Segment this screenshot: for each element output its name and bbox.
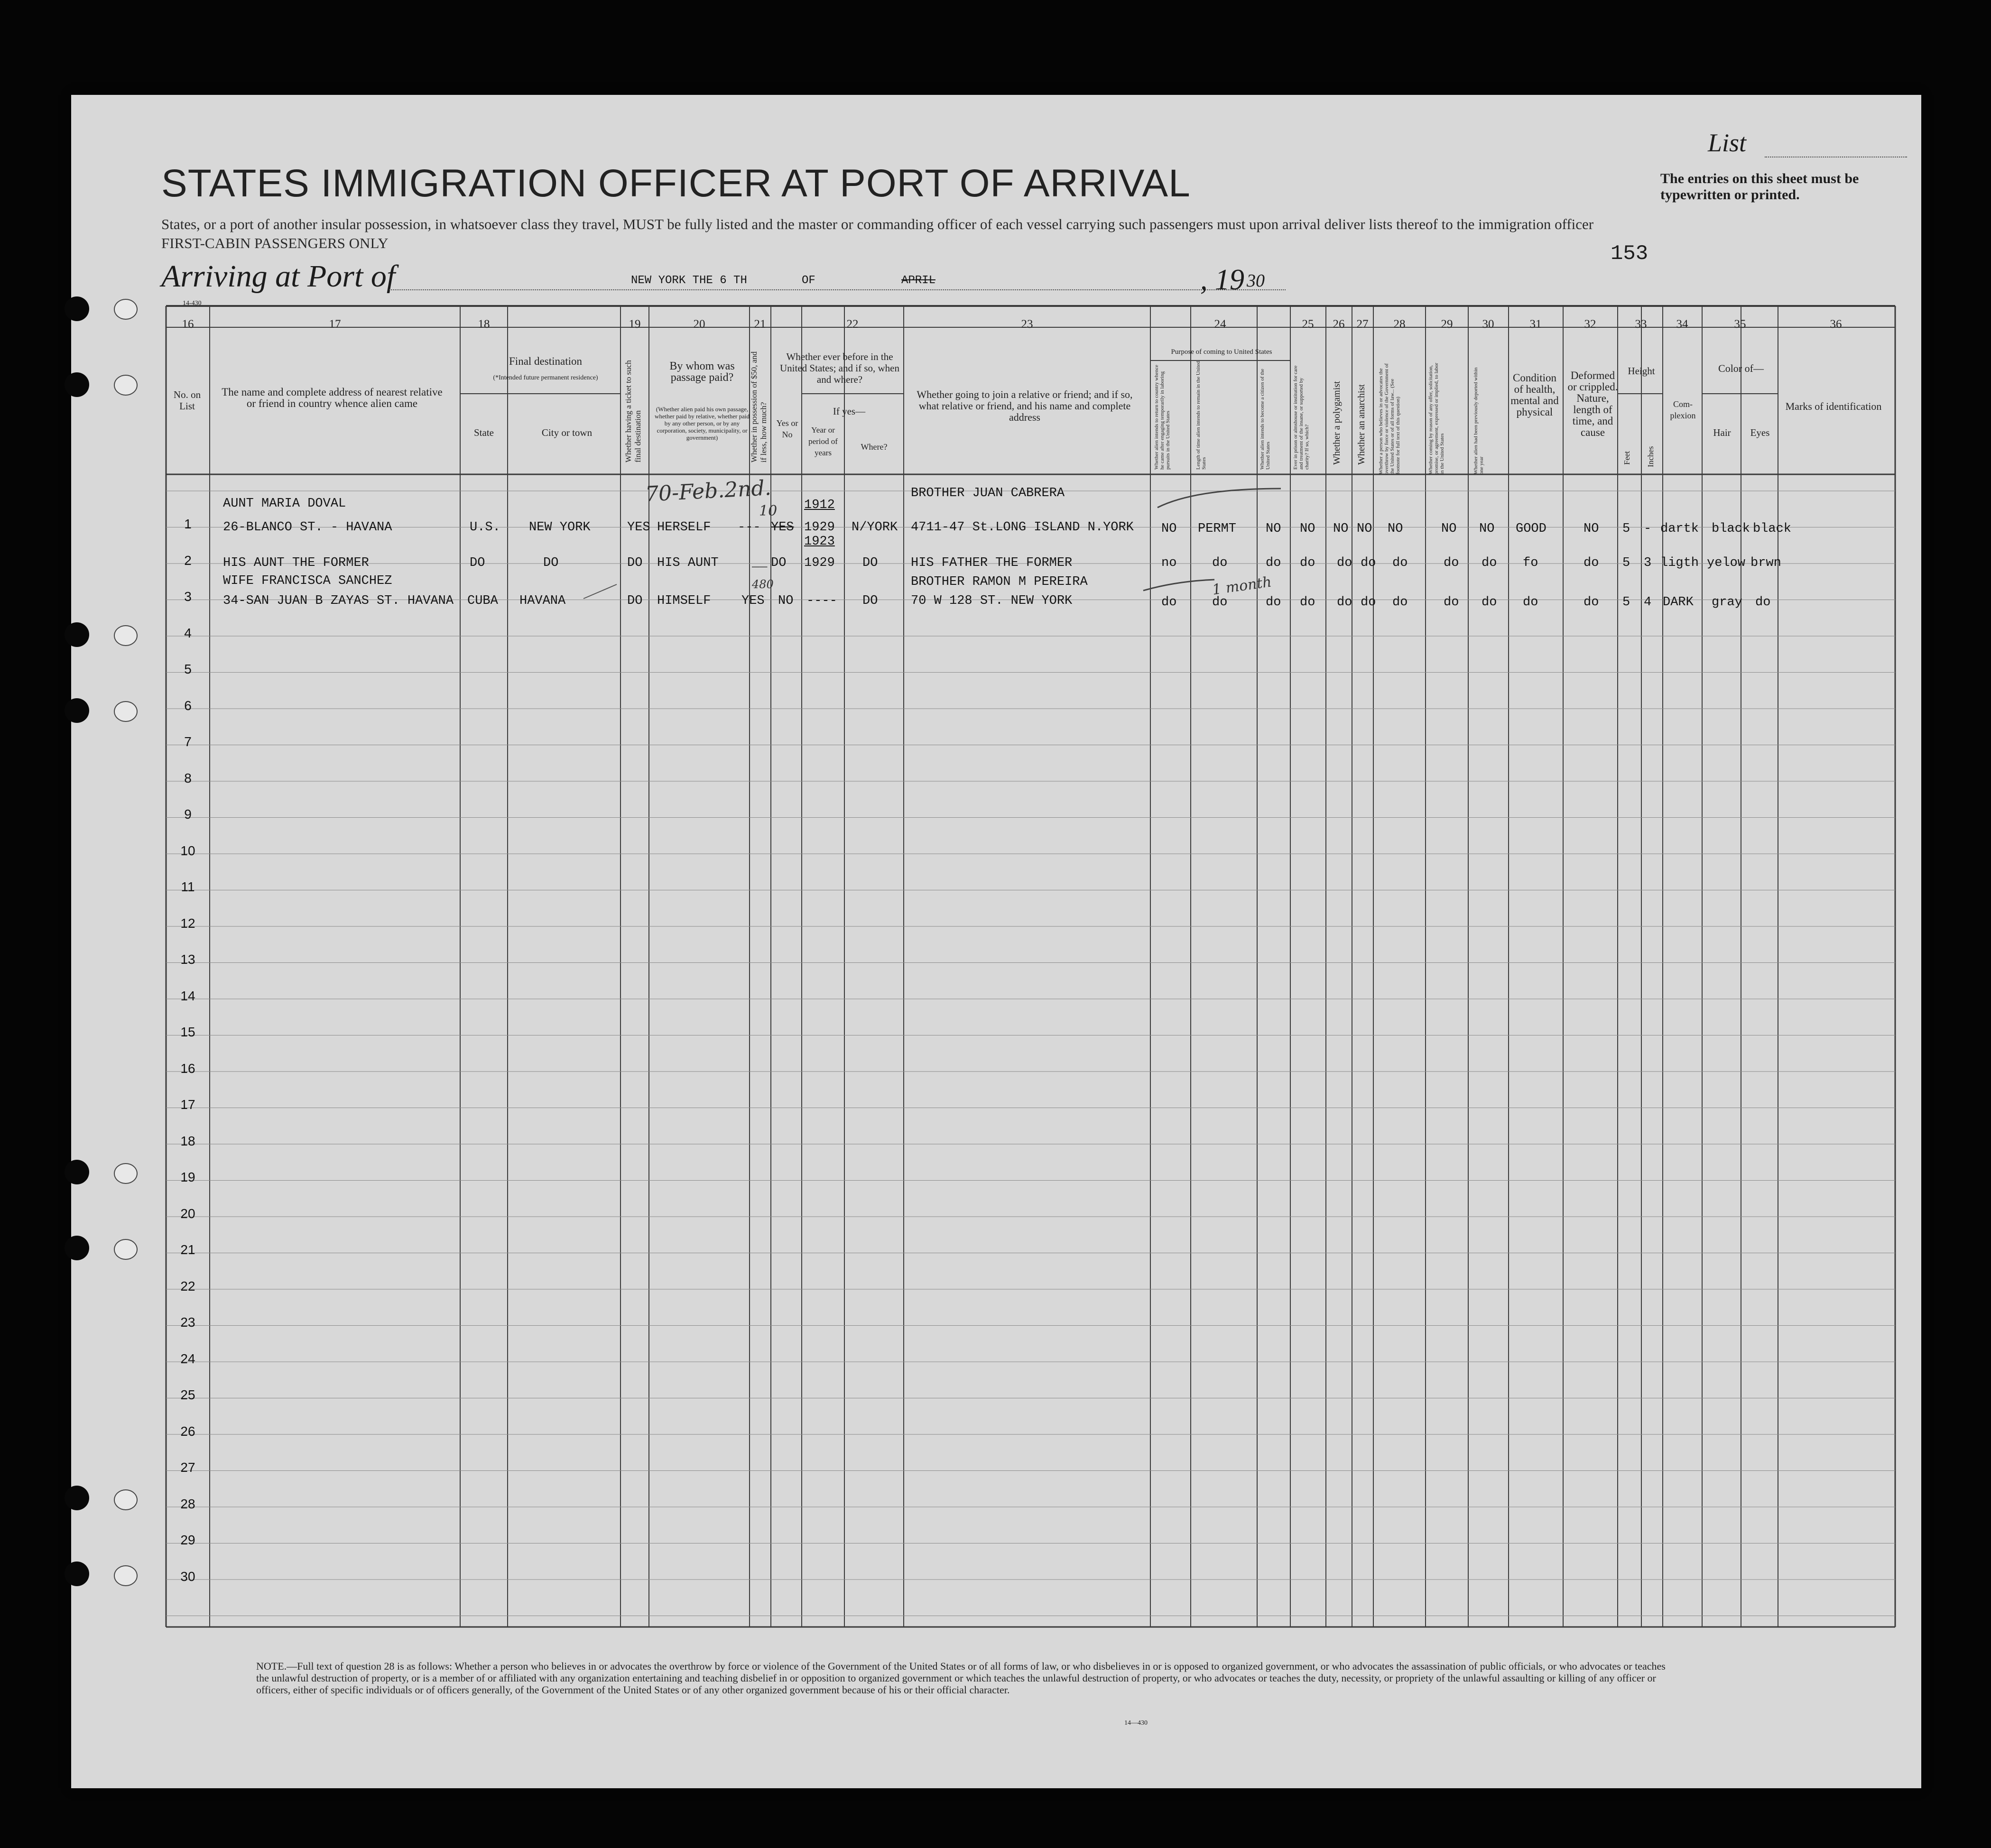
- header-joining: Whether going to join a relative or friend; and if so, what relative or friend, and his name and complete address: [917, 388, 1133, 423]
- row-number: 2: [184, 553, 192, 568]
- polygamist: do: [1337, 556, 1352, 570]
- complexion: DARK: [1663, 595, 1694, 610]
- header-fifty-dollars: Whether in possession of $50, and if less, how much?: [750, 351, 768, 462]
- health: fo: [1523, 556, 1538, 570]
- deported: do: [1482, 556, 1497, 570]
- relative-address: 34-SAN JUAN B ZAYAS ST. HAVANA: [223, 594, 454, 608]
- year-prefix: , 19: [1200, 264, 1244, 296]
- height-feet: 5: [1622, 556, 1630, 570]
- header-hair: Hair: [1713, 427, 1731, 438]
- dest-state: DO: [470, 556, 485, 570]
- previous-visit: NO: [778, 594, 794, 608]
- column-number: 17: [329, 318, 341, 331]
- previous-year: 1929: [804, 520, 835, 535]
- polygamist: do: [1337, 595, 1352, 610]
- row-number: 10: [180, 843, 195, 858]
- header-prison: Ever in prison or almshouse or institution for care and treatment of the insane, or supported by charity? If so, which?: [1293, 365, 1310, 470]
- header-labor-offer: Whether coming by reason of any offer, solicitation, promise, or agreement, expressed or implied, to labor in the United States: [1428, 362, 1445, 474]
- of-label: OF: [802, 274, 815, 287]
- column-number: 20: [693, 318, 705, 331]
- header-where: Where?: [861, 442, 888, 452]
- height-inches: 3: [1644, 556, 1652, 570]
- row-number: 19: [180, 1170, 195, 1184]
- money: ---: [738, 520, 761, 535]
- handwritten-note: 1 month: [1211, 573, 1273, 599]
- row-number: 26: [180, 1423, 195, 1439]
- ticket: YES: [627, 520, 650, 535]
- deformed: do: [1584, 556, 1599, 570]
- header-relative: The name and complete address of nearest relative or friend in country whence alien came: [222, 386, 443, 409]
- handwritten-note: 480: [752, 578, 774, 591]
- height-inches: -: [1644, 522, 1652, 536]
- previous-where: DO: [862, 594, 878, 608]
- length-of-stay: do: [1212, 595, 1228, 610]
- header-state: State: [474, 427, 494, 438]
- labor-offer: do: [1444, 595, 1459, 610]
- relative-address: 26-BLANCO ST. - HAVANA: [223, 520, 392, 535]
- header-color: Color of—: [1718, 362, 1764, 374]
- previous-where: DO: [862, 556, 878, 570]
- header-purpose: Purpose of coming to United States: [1171, 348, 1272, 356]
- page-title: STATES IMMIGRATION OFFICER AT PORT OF ARRIVAL: [161, 162, 1191, 205]
- relative-name: HIS AUNT THE FORMER: [223, 556, 369, 570]
- row-number: 16: [180, 1061, 195, 1076]
- row-number: 3: [184, 589, 192, 604]
- header-year: Year or period of years: [808, 425, 838, 457]
- column-number: 31: [1529, 318, 1542, 331]
- row-number: 5: [184, 662, 192, 676]
- eye-color: do: [1755, 595, 1771, 610]
- header-if-yes: If yes—: [833, 406, 866, 417]
- ticket: DO: [627, 594, 643, 608]
- header-ticket: Whether having a ticket to such final destination: [624, 360, 642, 462]
- column-number: 18: [478, 318, 490, 331]
- header-anarchist: Whether an anarchist: [1356, 384, 1367, 465]
- arriving-label: Arriving at Port of: [161, 259, 396, 294]
- row-number: 8: [184, 770, 192, 785]
- list-label: List: [1708, 129, 1747, 157]
- row-number: 12: [180, 915, 195, 931]
- return-intent: do: [1161, 595, 1177, 610]
- joining-relative: BROTHER RAMON M PEREIRA: [911, 575, 1088, 589]
- header-final-destination-note: (*Intended future permanent residence): [493, 374, 598, 381]
- row-number: 1: [184, 517, 192, 531]
- header-passage-note: (Whether alien paid his own passage, whether paid by relative, whether paid by any other person, or by any corporation, society, municipality, or government): [655, 406, 750, 441]
- length-of-stay: PERMT: [1198, 522, 1237, 536]
- hair-color: yelow: [1707, 556, 1746, 570]
- column-number: 22: [846, 318, 859, 331]
- header-height: Height: [1628, 365, 1655, 377]
- relative-name: WIFE FRANCISCA SANCHEZ: [223, 574, 392, 588]
- prison: do: [1300, 556, 1315, 570]
- header-marks: Marks of identification: [1785, 400, 1882, 412]
- joining-address: 70 W 128 ST. NEW YORK: [911, 594, 1073, 608]
- row-number: 15: [180, 1025, 195, 1039]
- row-number: 30: [180, 1569, 195, 1584]
- anarchist: do: [1361, 595, 1376, 610]
- hair-color: black: [1712, 522, 1750, 536]
- row-number: 18: [180, 1133, 195, 1148]
- column-number: 19: [629, 318, 641, 331]
- previous-year: 1912: [804, 498, 835, 512]
- row-number: 25: [180, 1387, 195, 1402]
- header-citizen-intent: Whether alien intends to become a citizen of the United States: [1259, 369, 1271, 470]
- previous-where: N/YORK: [852, 520, 898, 535]
- passage-paid-by: HIMSELF: [657, 594, 711, 608]
- dest-state: U.S.: [470, 520, 500, 535]
- header-previous-visit: Whether ever before in the United States; and if so, when and where?: [780, 351, 899, 385]
- joining-address: 4711-47 St.LONG ISLAND N.YORK: [911, 520, 1134, 535]
- header-complexion: Com- plexion: [1670, 399, 1696, 420]
- column-number: 16: [182, 318, 194, 331]
- form-code: 14-430: [183, 300, 202, 307]
- column-number: 32: [1584, 318, 1596, 331]
- column-number: 28: [1393, 318, 1406, 331]
- deported: NO: [1479, 522, 1495, 536]
- previous-visit: DO: [771, 556, 787, 570]
- header-length-stay: Length of time alien intends to remain in the United States: [1195, 361, 1207, 470]
- row-number: 23: [180, 1315, 195, 1330]
- footnote-code: 14—430: [1124, 1719, 1148, 1727]
- column-number: 29: [1441, 318, 1453, 331]
- dest-city: HAVANA: [519, 594, 566, 608]
- overthrow: do: [1392, 556, 1408, 570]
- row-number: 7: [184, 734, 192, 749]
- passage-paid-by: HERSELF: [657, 520, 711, 535]
- column-number: 26: [1333, 318, 1345, 331]
- month-value: APRIL: [901, 274, 936, 287]
- header-no-on-list: No. on List: [173, 389, 201, 412]
- health: GOOD: [1516, 522, 1546, 536]
- hair-color: gray: [1712, 595, 1742, 610]
- ticket: DO: [627, 556, 643, 570]
- header-city: City or town: [541, 427, 593, 438]
- prison: do: [1300, 595, 1315, 610]
- header-health: Condition of health, mental and physical: [1510, 372, 1559, 418]
- column-number: 24: [1214, 318, 1226, 331]
- length-of-stay: do: [1212, 556, 1228, 570]
- citizen-intent: do: [1266, 595, 1281, 610]
- joining-relative: BROTHER JUAN CABRERA: [911, 486, 1065, 500]
- row-number: 4: [184, 625, 192, 640]
- column-number: 34: [1676, 318, 1688, 331]
- header-deported: Whether alien had been previously deported within one year: [1473, 367, 1484, 474]
- anarchist: NO: [1357, 522, 1372, 536]
- overthrow: do: [1392, 595, 1408, 610]
- polygamist: NO: [1333, 522, 1349, 536]
- row-number: 29: [180, 1533, 195, 1547]
- row-number: 6: [184, 698, 192, 713]
- citizen-intent: NO: [1266, 522, 1281, 536]
- deformed: NO: [1584, 522, 1599, 536]
- header-final-destination: Final destination: [509, 355, 582, 367]
- previous-year: 1929: [804, 556, 835, 570]
- header-feet: Feet: [1622, 451, 1631, 465]
- footnote: NOTE.—Full text of question 28 is as follows: Whether a person who believes in or advocates the overthrow by force or violence of the Government of the United States or of all forms of law, or who disbelieves in or is opposed to organized government, or who advocates the assassination of public officials, or who advocates or teaches the unlawful destruction of property, or is a member of or affiliated with any organization entertaining and teaching disbelief in or opposition to organized government or which teaches the unlawful destruction of property, or who advocates or teaches the duty, necessity, or propriety of the unlawful assaulting or killing of any officer or officers, either of specific individuals or of officers generally, of the Government of the United States or of any other organized government because of his or their official character.: [256, 1660, 1666, 1696]
- column-number: 30: [1482, 318, 1494, 331]
- complexion: ligth: [1660, 556, 1699, 570]
- dest-city: NEW YORK: [529, 520, 591, 535]
- dest-state: CUBA: [467, 594, 498, 608]
- eye-color: brwn: [1750, 556, 1781, 570]
- row-number: 28: [180, 1496, 195, 1511]
- relative-name: AUNT MARIA DOVAL: [223, 497, 346, 511]
- subtitle-first-cabin: FIRST-CABIN PASSENGERS ONLY: [161, 235, 389, 251]
- prison: NO: [1300, 522, 1315, 536]
- column-number: 36: [1830, 318, 1842, 331]
- column-number: 27: [1356, 318, 1369, 331]
- row-number: 21: [180, 1242, 195, 1257]
- height-feet: 5: [1622, 522, 1630, 536]
- row-number: 17: [180, 1097, 195, 1112]
- money: __: [752, 556, 768, 570]
- row-number: 9: [184, 807, 192, 822]
- row-number: 22: [180, 1278, 195, 1294]
- handwritten-note: 10: [759, 503, 778, 519]
- handwritten-note: 70-Feb.2nd.: [644, 476, 772, 507]
- typewritten-note: The entries on this sheet must be typewritten or printed.: [1660, 171, 1859, 203]
- money: YES: [741, 594, 765, 608]
- return-intent: no: [1161, 556, 1177, 570]
- header-eyes: Eyes: [1750, 427, 1770, 438]
- deformed: do: [1584, 595, 1599, 610]
- row-number: 14: [180, 988, 195, 1003]
- return-intent: NO: [1161, 522, 1177, 536]
- column-number: 23: [1021, 318, 1033, 331]
- anarchist: do: [1361, 556, 1376, 570]
- citizen-intent: do: [1266, 556, 1281, 570]
- dest-city: DO: [543, 556, 559, 570]
- header-yes-no: Yes or No: [776, 418, 798, 439]
- eye-color: black: [1753, 522, 1792, 536]
- header-overthrow: Whether a person who believes in or advocates the overthrow by force or violence of the Government of the United States or of all forms of law... (See footnote for full text of this question): [1378, 363, 1401, 474]
- previous-year: ----: [806, 594, 837, 608]
- height-feet: 5: [1622, 595, 1630, 610]
- labor-offer: NO: [1441, 522, 1457, 536]
- column-number: 21: [754, 318, 766, 331]
- row-number: 27: [180, 1460, 195, 1475]
- row-number: 24: [180, 1351, 195, 1366]
- year-suffix: 30: [1247, 271, 1265, 291]
- sheet-number: 153: [1611, 242, 1648, 266]
- header-deformed: Deformed or crippled. Nature, length of time, and cause: [1567, 370, 1618, 438]
- header-polygamist: Whether a polygamist: [1332, 381, 1342, 465]
- port-value: NEW YORK THE 6 TH: [631, 274, 747, 287]
- previous-year: 1923: [804, 535, 835, 549]
- passage-paid-by: HIS AUNT: [657, 556, 719, 570]
- previous-visit: YES: [771, 520, 794, 535]
- row-number: 13: [180, 952, 195, 967]
- labor-offer: do: [1444, 556, 1459, 570]
- subtitle: States, or a port of another insular possession, in whatsoever class they travel, MUST be fully listed and the master or commanding officer of each vessel carrying such passengers must upon arrival deliver lists thereof to the immigration officer: [161, 216, 1594, 232]
- complexion: dartk: [1660, 522, 1699, 536]
- joining-relative: HIS FATHER THE FORMER: [911, 556, 1073, 570]
- column-number: 33: [1635, 318, 1647, 331]
- column-number: 25: [1302, 318, 1314, 331]
- health: do: [1523, 595, 1538, 610]
- row-number: 11: [181, 879, 195, 894]
- height-inches: 4: [1644, 595, 1652, 610]
- column-number: 35: [1734, 318, 1746, 331]
- deported: do: [1482, 595, 1497, 610]
- header-return-intent: Whether alien intends to return to country whence he came after engaging temporarily in laboring pursuits in the United States: [1154, 365, 1171, 470]
- row-number: 20: [180, 1206, 195, 1221]
- overthrow: NO: [1388, 522, 1403, 536]
- header-inches: Inches: [1646, 446, 1655, 467]
- header-passage-paid: By whom was passage paid?: [669, 360, 735, 384]
